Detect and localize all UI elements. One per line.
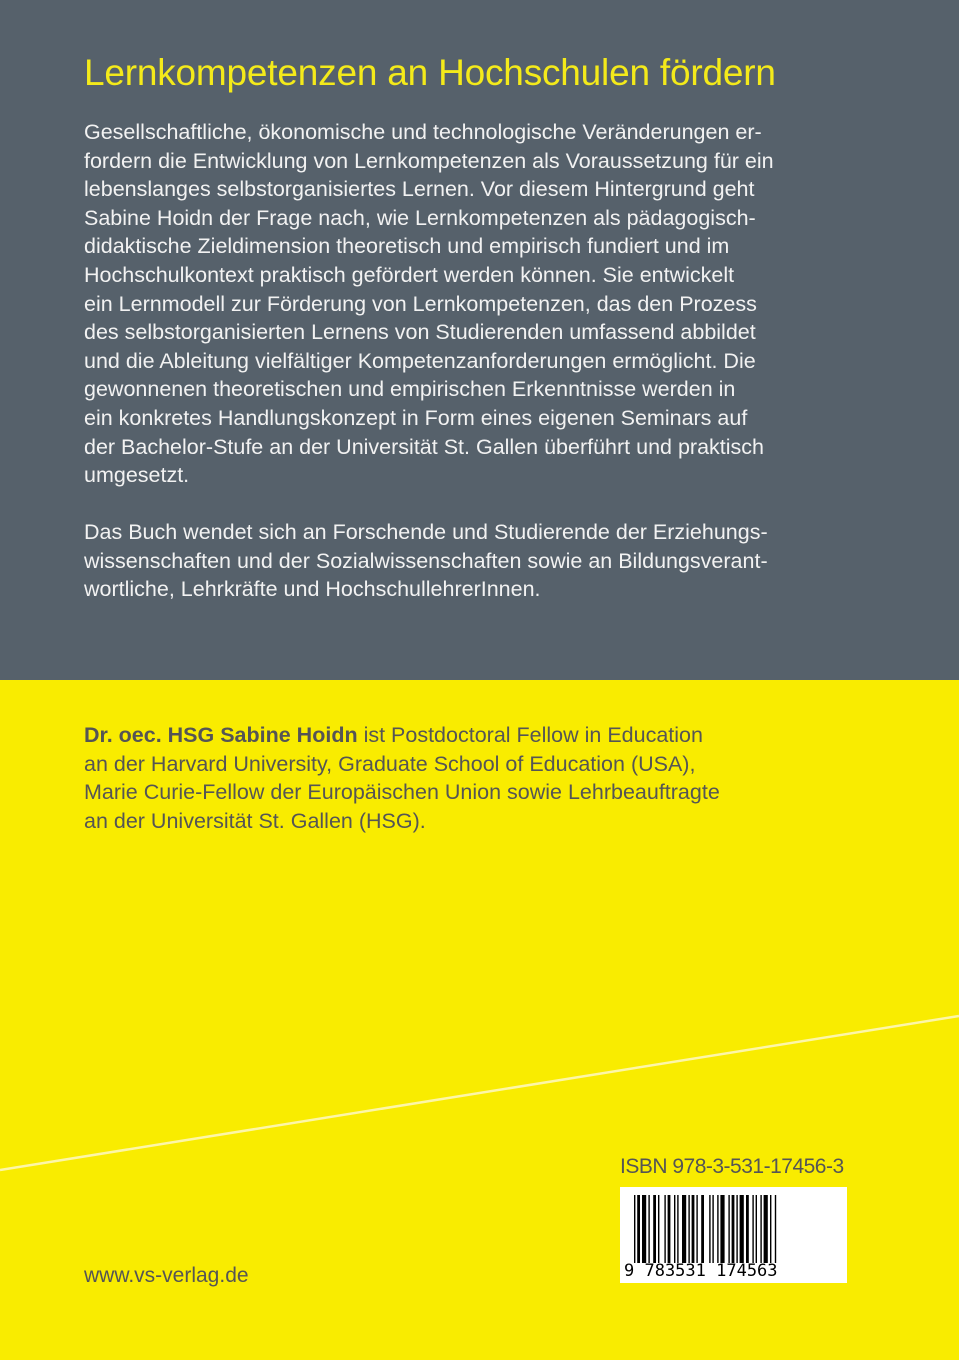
- text-line: wortliche, Lehrkräfte und HochschullehrerInnen.: [84, 577, 541, 602]
- barcode-bar: [682, 1195, 686, 1263]
- author-name: Dr. oec. HSG Sabine Hoidn: [84, 723, 358, 747]
- barcode-bar: [770, 1195, 771, 1263]
- publisher-url[interactable]: www.vs-verlag.de: [84, 1264, 249, 1287]
- text-line: Gesellschaftliche, ökonomische und technologische Veränderungen er-: [84, 120, 762, 144]
- text-line: des selbstorganisierten Lernens von Studierenden umfassend abbildet: [84, 320, 756, 345]
- barcode-bar: [658, 1195, 659, 1263]
- barcode-bar: [740, 1195, 744, 1263]
- barcode-bar: [692, 1195, 695, 1263]
- text-line: gewonnenen theoretischen und empirischen Erkenntnisse werden in: [84, 377, 736, 402]
- barcode-bar: [736, 1195, 737, 1263]
- bio-line: an der Universität St. Gallen (HSG).: [84, 808, 426, 833]
- barcode-bar: [653, 1195, 656, 1263]
- text-line: ein Lernmodell zur Förderung von Lernkompetenzen, das den Prozess: [84, 291, 757, 316]
- text-line: Hochschulkontext praktisch gefördert werden können. Sie entwickelt: [84, 262, 735, 287]
- barcode-bar: [637, 1195, 640, 1263]
- text-line: ein konkretes Handlungskonzept in Form eines eigenen Seminars auf: [84, 405, 748, 430]
- bio-line: an der Harvard University, Graduate School of Education (USA),: [84, 751, 696, 776]
- text-line: umgesetzt.: [84, 463, 190, 488]
- barcode-bar: [668, 1195, 671, 1263]
- bio-text: ist Postdoctoral Fellow in Education: [357, 723, 703, 747]
- barcode-bar: [775, 1195, 776, 1263]
- barcode-bar: [688, 1195, 689, 1263]
- barcode-bar: [732, 1195, 735, 1263]
- book-title: Lernkompetenzen an Hochschulen fördern: [84, 52, 776, 93]
- barcode-bar: [728, 1195, 729, 1263]
- barcode-bar: [648, 1195, 649, 1263]
- bio-line: Marie Curie-Fellow der Europäischen Union sowie Lehrbeauftragte: [84, 780, 720, 805]
- barcode-bar: [674, 1195, 675, 1263]
- barcode-bar: [720, 1195, 724, 1263]
- barcode-bar: [752, 1195, 753, 1263]
- text-line: Das Buch wendet sich an Forschende und Studierende der Erziehungs-: [84, 520, 768, 544]
- barcode-bar: [634, 1195, 635, 1263]
- barcode-bar: [717, 1195, 718, 1263]
- barcode-bar: [756, 1195, 757, 1263]
- text-line: der Bachelor-Stufe an der Universität St. Gallen überführt und praktisch: [84, 434, 764, 459]
- barcode-digits: 9 783531 174563: [624, 1261, 778, 1281]
- barcode-bar: [696, 1195, 697, 1263]
- author-bio: [84, 721, 720, 835]
- barcode-bar: [701, 1195, 704, 1263]
- barcode-bar: [642, 1195, 646, 1263]
- text-line: Sabine Hoidn der Frage nach, wie Lernkompetenzen als pädagogisch-: [84, 205, 756, 230]
- barcode-bar: [760, 1195, 761, 1263]
- text-line: wissenschaften und der Sozialwissenschaften sowie an Bildungsverant-: [84, 548, 768, 573]
- text-line: und die Ableitung vielfältiger Kompetenzanforderungen ermöglicht. Die: [84, 348, 756, 373]
- text-line: lebenslanges selbstorganisiertes Lernen. Vor diesem Hintergrund geht: [84, 177, 755, 202]
- text-line: didaktische Zieldimension theoretisch und empirisch fundiert und im: [84, 234, 730, 259]
- barcode-bar: [677, 1195, 678, 1263]
- barcode-bar: [709, 1195, 710, 1263]
- isbn: ISBN 978-3-531-17456-3: [620, 1155, 844, 1178]
- barcode-bar: [764, 1195, 768, 1263]
- text-line: fordern die Entwicklung von Lernkompetenzen als Voraussetzung für ein: [84, 148, 774, 173]
- barcode: [620, 1187, 847, 1283]
- barcode-bar: [746, 1195, 749, 1263]
- barcode-bar: [664, 1195, 665, 1263]
- barcode-bar: [712, 1195, 713, 1263]
